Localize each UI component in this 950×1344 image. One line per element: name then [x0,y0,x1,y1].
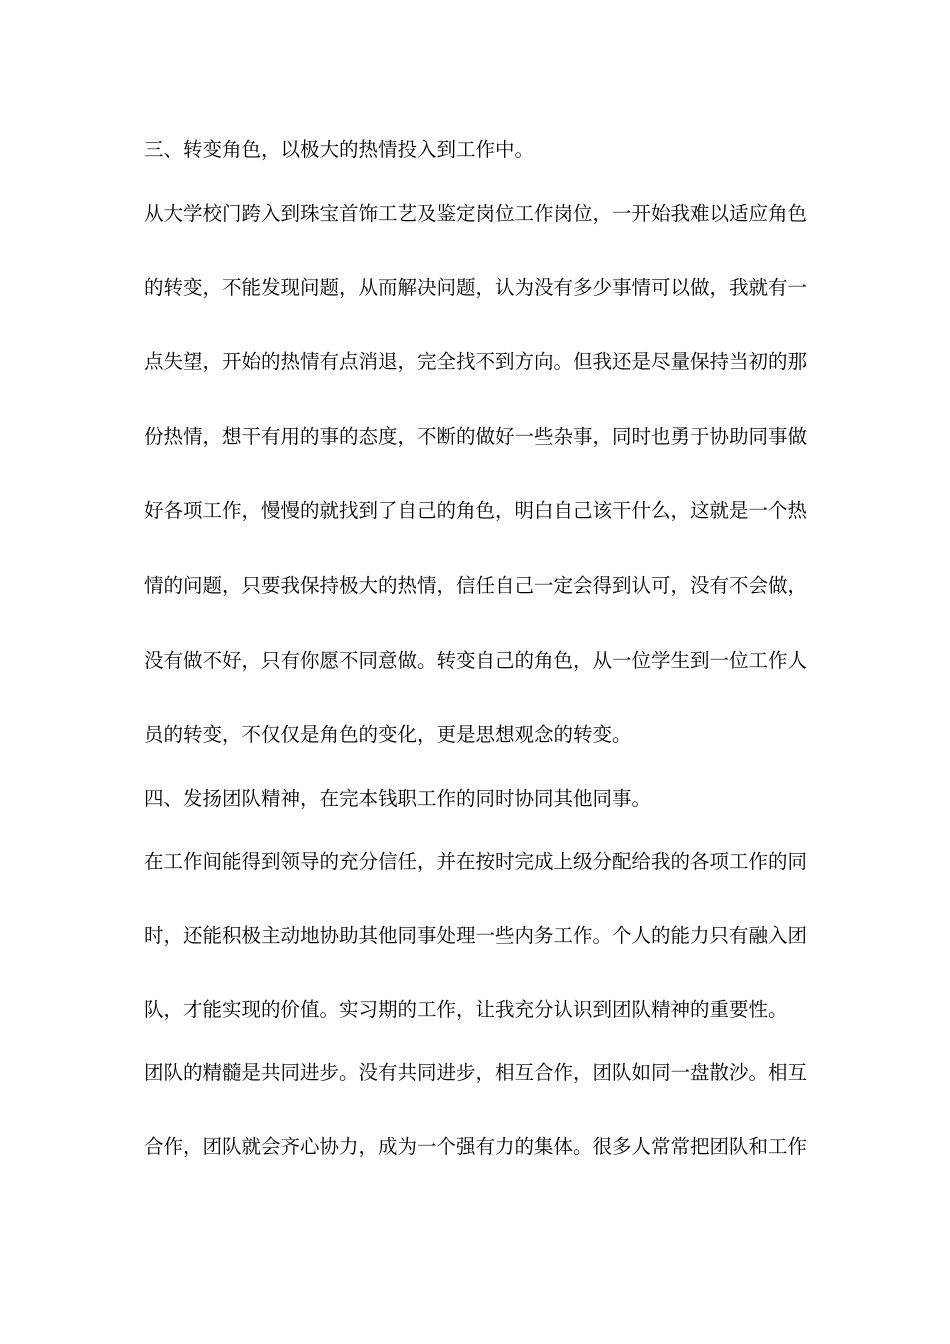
paragraph-line: 没有做不好，只有你愿不同意做。转变自己的角色，从一位学生到一位工作人 [144,649,808,672]
paragraph-line: 份热情，想干有用的事的态度，不断的做好一些杂事，同时也勇于协助同事做 [144,425,808,448]
paragraph-line: 在工作间能得到领导的充分信任，并在按时完成上级分配给我的各项工作的同 [144,850,808,873]
paragraph-line: 点失望，开始的热情有点消退，完全找不到方向。但我还是尽量保持当初的那 [144,350,808,373]
section-heading-3: 三、转变角色，以极大的热情投入到工作中。 [144,138,535,161]
paragraph-line: 员的转变，不仅仅是角色的变化，更是思想观念的转变。 [144,723,632,746]
paragraph-line: 合作，团队就会齐心协力，成为一个强有力的集体。很多人常常把团队和工作 [144,1135,808,1158]
paragraph-line: 的转变，不能发现问题，从而解决问题，认为没有多少事情可以做，我就有一 [144,276,808,299]
paragraph-line: 从大学校门跨入到珠宝首饰工艺及鉴定岗位工作岗位，一开始我难以适应角色 [144,202,808,225]
paragraph-line: 团队的精髓是共同进步。没有共同进步，相互合作，团队如同一盘散沙。相互 [144,1061,808,1084]
paragraph-line: 队，才能实现的价值。实习期的工作，让我充分认识到团队精神的重要性。 [144,998,788,1021]
paragraph-line: 情的问题，只要我保持极大的热情，信任自己一定会得到认可，没有不会做， [144,574,808,597]
paragraph-line: 时，还能积极主动地协助其他同事处理一些内务工作。个人的能力只有融入团 [144,924,808,947]
paragraph-line: 好各项工作，慢慢的就找到了自己的角色，明白自己该干什么，这就是一个热 [144,499,808,522]
section-heading-4: 四、发扬团队精神，在完本钱职工作的同时协同其他同事。 [144,787,652,810]
